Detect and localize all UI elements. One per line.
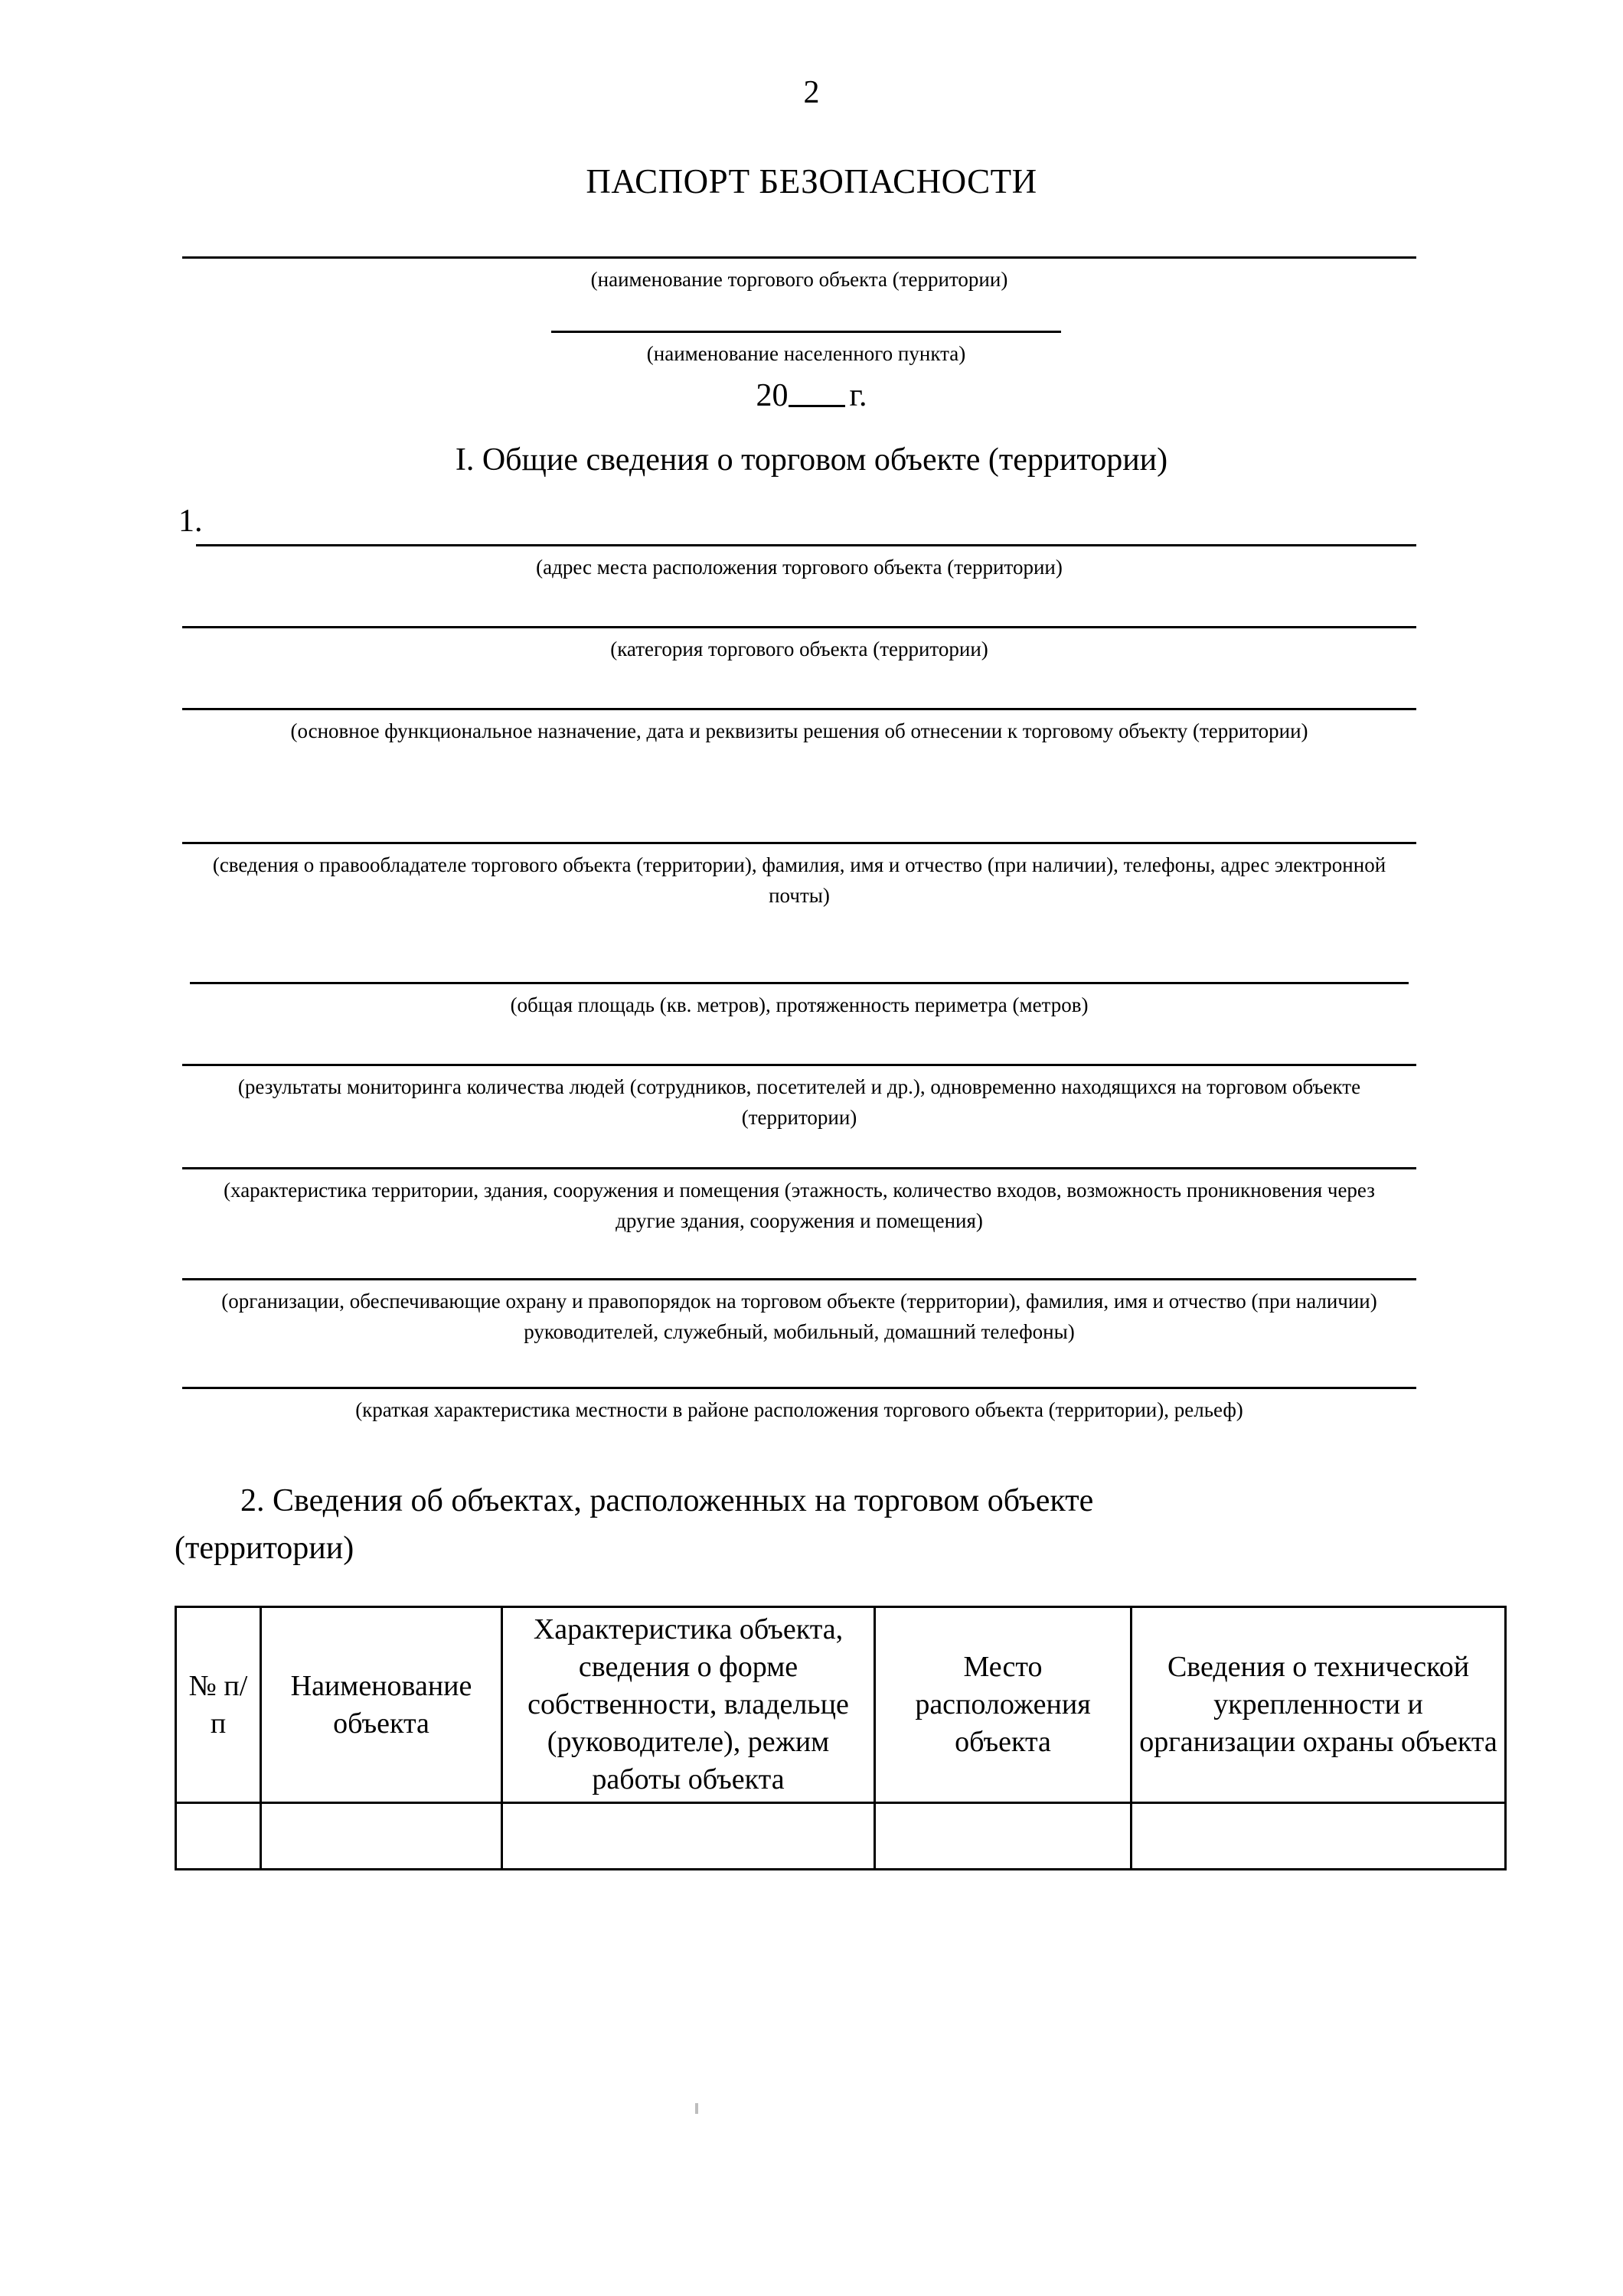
table-cell-object-name[interactable]	[261, 1803, 502, 1870]
caption-address: (адрес места расположения торгового объекта (территории)	[536, 556, 1063, 579]
scan-artifact	[695, 2103, 698, 2114]
year-prefix: 20	[756, 378, 789, 413]
table-header-object-location: Место расположения объекта	[875, 1607, 1132, 1803]
fill-line-category[interactable]	[182, 626, 1416, 628]
page-number: 2	[803, 75, 820, 110]
fill-line-people-monitoring[interactable]	[182, 1064, 1416, 1066]
item-number-1: 1.	[178, 504, 203, 539]
caption-purpose: (основное функциональное назначение, дата и реквизиты решения об отнесении к торговому объекту (территории)	[290, 719, 1308, 742]
objects-table	[175, 1606, 1507, 1870]
document-title: ПАСПОРТ БЕЗОПАСНОСТИ	[586, 162, 1037, 201]
table-header-index: № п/п	[176, 1607, 261, 1803]
table-cell-object-location[interactable]	[875, 1803, 1132, 1870]
caption-security-organizations: (организации, обеспечивающие охрану и правопорядок на торговом объекте (территории), фамилия, имя и отчество (при наличии) руководителей, служебный, мобильный, домашний телефоны)	[221, 1290, 1377, 1343]
table-row[interactable]	[176, 1803, 1506, 1870]
caption-area: (общая площадь (кв. метров), протяженность периметра (метров)	[510, 993, 1089, 1016]
caption-object-name: (наименование торгового объекта (территории)	[590, 268, 1008, 291]
table-cell-object-characteristics[interactable]	[502, 1803, 875, 1870]
year-suffix: г.	[849, 378, 867, 413]
fill-line-object-name[interactable]	[182, 256, 1416, 259]
table-cell-index[interactable]	[176, 1803, 261, 1870]
fill-line-terrain[interactable]	[182, 1387, 1416, 1389]
caption-territory-characteristics: (характеристика территории, здания, сооружения и помещения (этажность, количество входов, возможность проникновения через другие здания, сооружения и помещения)	[224, 1179, 1375, 1232]
fill-line-rightsholder[interactable]	[182, 842, 1416, 844]
table-header-row	[176, 1607, 1506, 1803]
section-2-text: 2. Сведения об объектах, расположенных на торговом объекте	[240, 1483, 1094, 1518]
fill-line-address[interactable]	[196, 544, 1416, 546]
caption-category: (категория торгового объекта (территории)	[610, 638, 988, 660]
caption-terrain: (краткая характеристика местности в районе расположения торгового объекта (территории), рельеф)	[355, 1398, 1243, 1421]
fill-line-purpose[interactable]	[182, 708, 1416, 710]
table-cell-object-security[interactable]	[1132, 1803, 1506, 1870]
section-1-heading: I. Общие сведения о торговом объекте (территории)	[455, 442, 1168, 478]
table-header-object-security: Сведения о технической укрепленности и организации охраны объекта	[1132, 1607, 1506, 1803]
fill-line-area[interactable]	[190, 982, 1409, 984]
caption-people-monitoring: (результаты мониторинга количества людей (сотрудников, посетителей и др.), одновременно находящихся на торговом объекте (территории)	[237, 1075, 1361, 1129]
fill-line-security-organizations[interactable]	[182, 1278, 1416, 1280]
caption-rightsholder: (сведения о правообладателе торгового объекта (территории), фамилия, имя и отчество (при наличии), телефоны, адрес электронной почты)	[212, 853, 1386, 907]
table-header-object-name: Наименование объекта	[261, 1607, 502, 1803]
fill-line-settlement[interactable]	[551, 331, 1061, 333]
year-line	[0, 380, 1623, 412]
table-header-object-characteristics: Характеристика объекта, сведения о форме собственности, владельце (руководителе), режим работы объекта	[502, 1607, 875, 1803]
fill-line-territory-characteristics[interactable]	[182, 1167, 1416, 1169]
year-blank-input[interactable]	[789, 405, 845, 407]
section-2-text-last-line: (территории)	[175, 1531, 354, 1566]
section-2-paragraph	[175, 1477, 1445, 1572]
caption-settlement: (наименование населенного пункта)	[646, 342, 966, 365]
